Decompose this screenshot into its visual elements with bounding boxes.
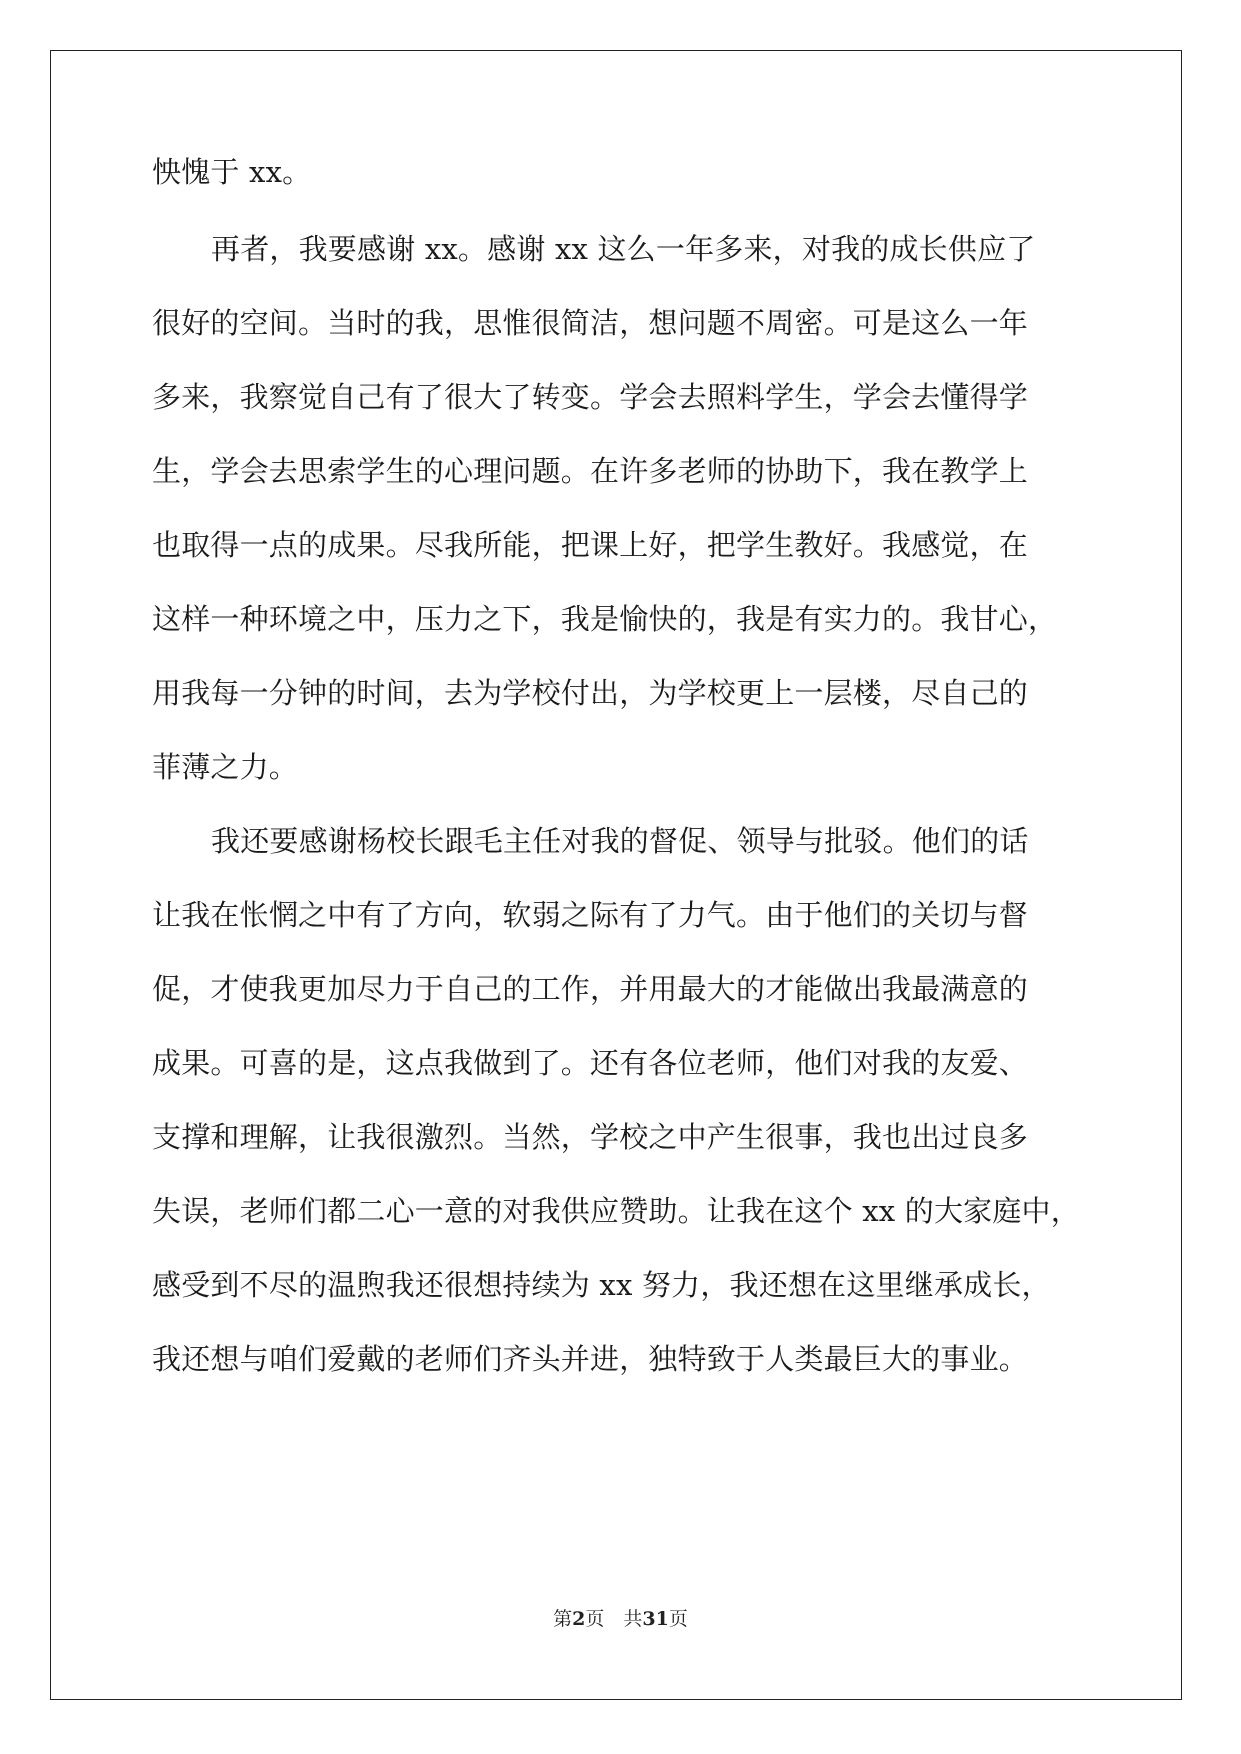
current-page-number: 2 [572,1608,586,1630]
footer-suffix: 页 [668,1608,688,1630]
text-line: 促，才使我更加尽力于自己的工作，并用最大的才能做出我最满意的 [152,972,1029,1006]
text-line: 也取得一点的成果。尽我所能，把课上好，把学生教好。我感觉，在 [152,528,1029,562]
text-line: 怏愧于 xx。 [152,155,312,189]
total-page-count: 31 [642,1608,669,1630]
footer-prefix: 第 [553,1608,573,1630]
text-line: 让我在怅惘之中有了方向，软弱之际有了力气。由于他们的关切与督 [152,898,1029,932]
text-line: 多来，我察觉自己有了很大了转变。学会去照料学生，学会去懂得学 [152,380,1029,414]
text-line: 成果。可喜的是，这点我做到了。还有各位老师，他们对我的友爱、 [152,1046,1029,1080]
text-line: 我还想与咱们爱戴的老师们齐头并进，独特致于人类最巨大的事业。 [152,1342,1029,1376]
text-line: 感受到不尽的温煦我还很想持续为 xx 努力，我还想在这里继承成长， [152,1268,1051,1302]
page-border [50,50,1182,1700]
text-line: 再者，我要感谢 xx。感谢 xx 这么一年多来，对我的成长供应了 [211,232,1036,266]
page-footer [0,1607,1241,1631]
text-line: 生，学会去思索学生的心理问题。在许多老师的协助下，我在教学上 [152,454,1029,488]
text-line: 这样一种环境之中，压力之下，我是愉快的，我是有实力的。我甘心， [152,602,1058,636]
text-line: 失误，老师们都二心一意的对我供应赞助。让我在这个 xx 的大家庭中， [152,1194,1080,1228]
text-line: 支撑和理解，让我很激烈。当然，学校之中产生很事，我也出过良多 [152,1120,1029,1154]
text-line: 用我每一分钟的时间，去为学校付出，为学校更上一层楼，尽自己的 [152,676,1029,710]
text-line: 很好的空间。当时的我，思惟很简洁，想问题不周密。可是这么一年 [152,306,1029,340]
text-line: 菲薄之力。 [152,750,299,784]
text-line: 我还要感谢杨校长跟毛主任对我的督促、领导与批驳。他们的话 [211,824,1029,858]
footer-mid: 页 共 [585,1608,643,1630]
